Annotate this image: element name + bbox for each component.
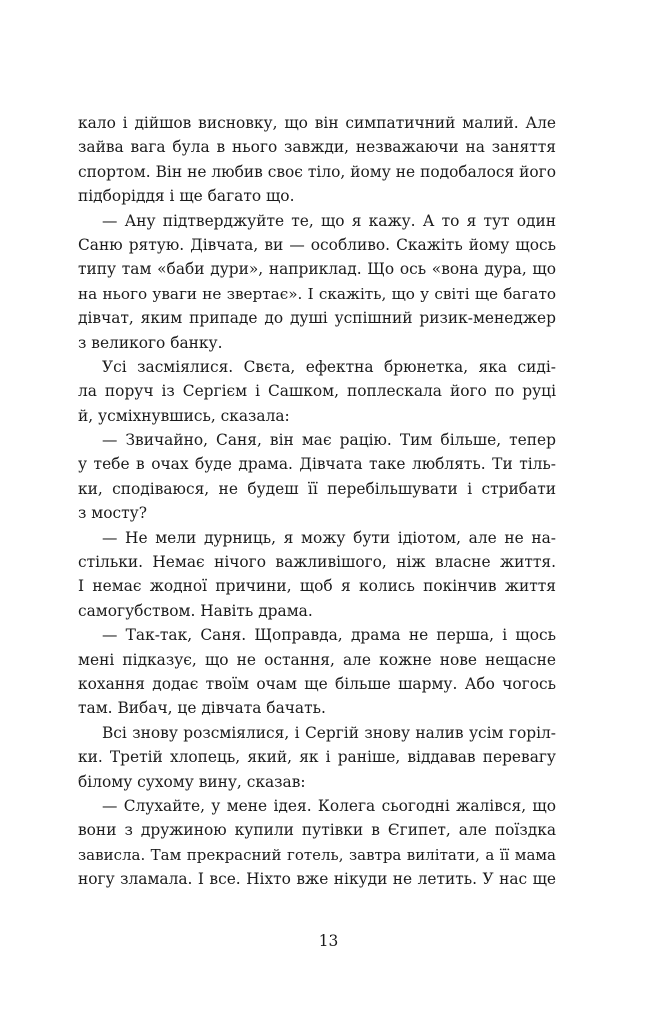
text-line: стільки. Немає нічого важливішого, ніж власне життя. (78, 553, 556, 572)
text-line: з великого банку. (78, 333, 223, 352)
text-line: Саню рятую. Дівчата, ви — особливо. Скажіть йому щось (78, 235, 556, 254)
text-line: Всі знову розсміялися, і Сергій знову налив усім горіл- (102, 723, 556, 742)
text-line: самогубством. Навіть драма. (78, 601, 313, 620)
text-line: вони з дружиною купили путівки в Єгипет, але поїздка (78, 821, 556, 840)
text-line: — Слухайте, у мене ідея. Колега сьогодні жалівся, що (102, 796, 556, 815)
text-line: з мосту? (78, 504, 147, 523)
text-line: білому сухому вину, сказав: (78, 772, 306, 791)
page-number: 13 (318, 932, 339, 950)
text-line: й, усміхнувшись, сказала: (78, 406, 290, 425)
text-line: зависла. Там прекрасний готель, завтра вилітати, а її мама (78, 845, 556, 864)
text-line: дівчат, яким припаде до душі успішний ризик-менеджер (78, 309, 556, 328)
text-line: підборіддя і ще багато що. (78, 187, 295, 206)
text-line: — Ану підтверджуйте те, що я кажу. А то я тут один (102, 211, 556, 230)
text-line: кало і дійшов висновку, що він симпатичний малий. Але (78, 114, 556, 132)
text-line: — Так-так, Саня. Щоправда, драма не перша, і щось (102, 626, 556, 645)
text-line: ки. Третій хлопець, який, як і раніше, віддавав перевагу (78, 748, 556, 767)
text-line: ногу зламала. І все. Ніхто вже нікуди не летить. У нас ще (78, 870, 556, 889)
text-line: І немає жодної причини, щоб я колись покінчив життя (78, 577, 556, 596)
text-line: кохання додає твоїм очам ще більше шарму. Або чогось (78, 674, 556, 693)
text-line: типу там «баби дури», наприклад. Що ось «вона дура, що (78, 260, 556, 279)
text-line: спортом. Він не любив своє тіло, йому не подобалося його (78, 162, 556, 181)
text-line: на нього уваги не звертає». І скажіть, що у світі ще багато (78, 284, 556, 303)
text-line: Усі засміялися. Свєта, ефектна брюнетка, яка сиді- (102, 357, 556, 376)
text-line: — Звичайно, Саня, він має рацію. Тим більше, тепер (102, 431, 556, 450)
text-line: ки, сподіваюся, не будеш її перебільшувати і стрибати (78, 479, 556, 498)
text-line: — Не мели дурниць, я можу бути ідіотом, але не на- (102, 528, 556, 547)
text-line: там. Вибач, це дівчата бачать. (78, 699, 326, 718)
body-text (78, 111, 556, 892)
text-line: зайва вага була в нього завжди, незважаючи на заняття (78, 138, 556, 157)
text-line: мені підказує, що не остання, але кожне нове нещасне (78, 650, 556, 669)
text-line: у тебе в очах буде драма. Дівчата таке люблять. Ти тіль- (78, 455, 556, 474)
text-line: ла поруч із Сергієм і Сашком, поплескала його по руці (78, 382, 556, 401)
